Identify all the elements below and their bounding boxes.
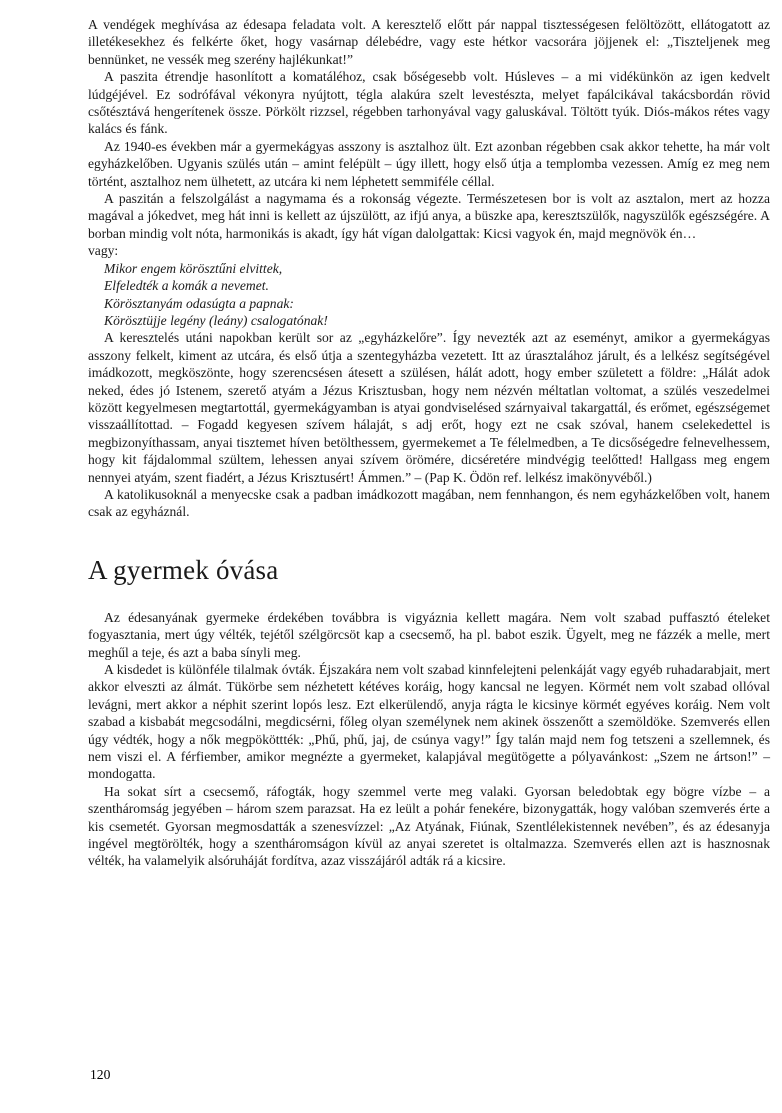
paragraph: A kisdedet is különféle tilalmak óvták. Éjszakára nem volt szabad kinnfelejteni pelenkáját vagy egyéb ruhadarabjait, mert akkor elveszti az álmát. Tükörbe sem nézhetett kétéves koráig, hogy kancsal ne legyen. Körmét nem volt szabad ollóval levágni, mert akkor a néphit szerint lopós lesz. Ezt elkerülendő, anyja rágta le kicsinye körmét egyéves koráig. Nem volt szabad a kisbabát megcsodálni, megdicsérni, főleg olyan személynek nem akinek összenőtt a szemöldöke. Szemverés ellen úgy védték, hogy a nők megpököttték: „Phű, phű, jaj, de csúnya vagy!” Így talán majd nem fog tetszeni a szellemnek, és nem viszi el. A férfiember, amikor megnézte a gyermeket, kalapjával megütögette a pólyavánkost: „Szem ne ártson!” – mondogatta.	[88, 662, 770, 782]
verse-line: Elfeledték a komák a nevemet.	[104, 278, 269, 294]
paragraph: Az édesanyának gyermeke érdekében továbbra is vigyáznia kellett magára. Nem volt szabad puffasztó ételeket fogyasztania, mert úgy vélték, tejétől szélgörcsöt kap a csecsemő, ha pl. babot eszik. Ügyelt, meg ne fázzék a melle, mert meghűl a teje, és azt a baba sínyli meg.	[88, 609, 770, 660]
paragraph: A keresztelés utáni napokban került sor az „egyházkelőre”. Így nevezték azt az eseményt, amikor a gyermekágyas asszony felkelt, kiment az utcára, és első útja a szentegyházba vezetett. Itt az úrasztalához járult, és a lelkész segítségével imádkozott, megköszönte, hogy szerencsésen átesett a szülésen, hálát adott, hogy ember született a földre: „Hálát adok neked, édes jó Istenem, szerető atyám a Jézus Krisztusban, hogy nem nézvén méltatlan voltomat, a szülés veszedelmei között kegyelmesen megtartottál, gyermekágyamban is atyai gondviselésed szárnyaival takargattál, és erőmet, egészségemet visszaállítottad. – Fogadd kegyesen szívem hálaját, s adj erőt, hogy ezt ne csak szóval, hanem cselekedettel is megbizonyíthassam, anyai tisztemet híven betölthessem, gyermekemet a Te félelmedben, a Te dicsőségedre felnevelhessem, hogy kit fájdalommal szültem, lehessen anyai szívem örömére, dicséretére mindvégig teelőtted! Hallgass meg engem nennyei atyám, szent fiadért, a Jézus Krisztusért! Ámmen.” – (Pap K. Ödön ref. lelkész imakönyvéből.)	[88, 330, 770, 485]
paragraph: A paszita étrendje hasonlított a komatáléhoz, csak bőségesebb volt. Húsleves – a mi vidékünkön az igen kedvelt lúdgéjével. Ez sodrófával vékonyra nyújtott, tégla alakúra szelt levestészta, melyet fapálcikával takácsbordán rövid csőtésztává hengerítenek össze. Pörkölt rizzsel, régebben tarhonyával vagy galuskával. Töltött tyúk. Diós-mákos rétes vagy kalács és fánk.	[88, 69, 770, 137]
verse-line: Körösztanyám odasúgta a papnak:	[104, 295, 294, 311]
page-number: 120	[90, 1067, 111, 1082]
section-title: A gyermek óvása	[88, 554, 279, 585]
paragraph: Ha sokat sírt a csecsemő, ráfogták, hogy szemmel verte meg valaki. Gyorsan beledobtak egy bögre vízbe – a szentháromság jegyében – három szem parazsat. Ha ez leült a pohár fenekére, bizonygatták, hogy valóban szemverés érte a kis csemetét. Gyorsan megmosdatták a szenesvízzel: „Az Atyának, Fiúnak, Szentlélekistennek nevében”, és az édesanyja ingével megtörölték, hogy a szentháromságon kívül az anyai szeretet is oltalmazza. Szemverés ellen azt is hasznosnak vélték, ha valamelyik alsóruháját fordítva, azaz visszájáról adták rá a kicsire.	[88, 783, 770, 869]
verse-line: Mikor engem körösztűni elvittek,	[104, 260, 283, 276]
paragraph: Az 1940-es években már a gyermekágyas asszony is asztalhoz ült. Ezt azonban régebben csak akkor tehette, ha már volt egyházkelőben. Ugyanis szülés után – amint felépült – úgy illett, hogy első útja a templomba vezessen. Amíg ez meg nem történt, asztalhoz nem ülhetett, az utcára ki nem léphetett semmiféle céllal.	[88, 138, 770, 189]
paragraph: A katolikusoknál a menyecske csak a padban imádkozott magában, nem fennhangon, és nem egyházkelőben volt, hanem csak az egyháznál.	[88, 486, 770, 520]
paragraph: A vendégek meghívása az édesapa feladata volt. A keresztelő előtt pár nappal tisztességesen felöltözött, ellátogatott az illetékesekhez és felkérte őket, hogy vasárnap délebédre, vagy este hétkor vacsorára jöjjenek el: „Tiszteljenek meg bennünket, ne vessék meg szerény hajlékunkat!”	[88, 17, 770, 67]
verse-intro: vagy:	[88, 243, 119, 259]
page-text	[88, 16, 770, 870]
paragraph: A paszitán a felszolgálást a nagymama és a rokonság végezte. Természetesen bor is volt az asztalon, mert az hozza magával a jókedvet, meg hát inni is kellett az újszülött, az ifjú anya, a büszke apa, keresztszülők, nagyszülők egészségére. A borban mindig volt nóta, harmonikás is akadt, így hát vígan dalolgattak: Kicsi vagyok én, majd megnövök én…	[88, 191, 770, 241]
verse-line: Körösztüjje legény (leány) csalogatónak!	[104, 312, 328, 328]
